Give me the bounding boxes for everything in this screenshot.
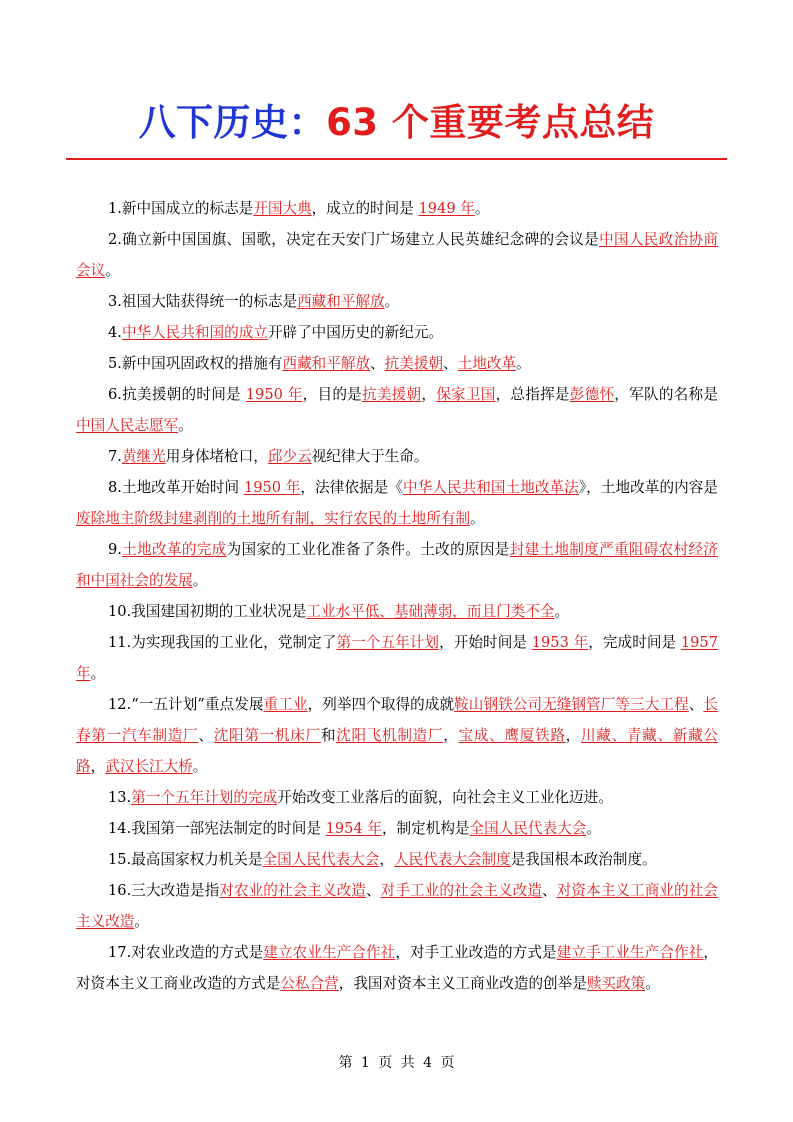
text-segment: 13. xyxy=(108,789,132,806)
key-point: 抗美援朝 xyxy=(362,386,422,403)
key-point: 全国人民代表大会 xyxy=(262,851,380,868)
text-segment: 。 xyxy=(516,355,531,372)
key-point: 武汉长江大桥 xyxy=(105,758,193,775)
text-segment: 9. xyxy=(108,541,122,558)
key-point: 废除地主阶级封建剥削的土地所有制，实行农民的土地所有制 xyxy=(76,510,471,527)
list-item xyxy=(76,193,718,224)
key-point: 第一个五年计划 xyxy=(336,634,440,651)
text-segment: 14.我国第一部宪法制定的时间是 xyxy=(108,820,326,837)
text-segment: 。 xyxy=(474,200,490,217)
key-point: 川藏、青藏、新藏公路 xyxy=(76,727,718,775)
key-point: 抗美援朝 xyxy=(384,355,444,372)
key-point: 人民代表大会制度 xyxy=(393,851,511,868)
text-segment: 16.三大改造是指 xyxy=(108,882,220,899)
title-divider xyxy=(66,158,727,160)
list-item xyxy=(76,782,718,813)
text-segment: 开辟了中国历史的新纪元。 xyxy=(267,324,444,341)
text-segment: ，目的是 xyxy=(302,386,362,403)
key-point: 彭德怀 xyxy=(569,386,615,403)
list-item xyxy=(76,286,718,317)
list-item xyxy=(76,441,718,472)
key-point: 西藏和平解放 xyxy=(297,293,385,310)
text-segment: ， xyxy=(421,386,437,403)
text-segment: 。 xyxy=(192,572,208,589)
text-segment: 3.祖国大陆获得统一的标志是 xyxy=(108,293,298,310)
list-item xyxy=(76,844,718,875)
key-point: 保家卫国 xyxy=(436,386,496,403)
text-segment: 。 xyxy=(105,262,120,279)
list-item xyxy=(76,379,718,441)
key-point: 中华人民共和国土地改革法 xyxy=(402,479,579,496)
text-segment: 。 xyxy=(192,758,208,775)
text-segment: 17.对农业改造的方式是 xyxy=(108,944,264,961)
text-segment: 、 xyxy=(542,882,557,899)
list-item xyxy=(76,627,718,689)
text-segment: 用身体堵枪口， xyxy=(165,448,268,465)
key-point: 沈阳第一机床厂 xyxy=(213,727,321,744)
key-point: 宝成、鹰厦铁路 xyxy=(458,727,566,744)
text-segment: 。 xyxy=(586,820,601,837)
title-part-red: 63 个重要考点总结 xyxy=(326,101,655,144)
text-segment: 2.确立新中国国旗、国歌，决定在天安门广场建立人民英雄纪念碑的会议是 xyxy=(108,231,600,248)
key-point: 西藏和平解放 xyxy=(282,355,371,372)
list-item xyxy=(76,224,718,286)
text-segment: ，对手工业改造的方式是 xyxy=(395,944,557,961)
text-segment: 、 xyxy=(443,355,458,372)
key-point: 1949 年 xyxy=(418,200,475,217)
text-segment: ，开始时间是 xyxy=(439,634,532,651)
key-point: 长春第一汽车制造厂 xyxy=(76,696,718,744)
text-segment: 6.抗美援朝的时间是 xyxy=(108,386,246,403)
title-part-blue: 八下历史： xyxy=(138,101,327,144)
list-item xyxy=(76,689,718,782)
text-segment: 11.为实现我国的工业化，党制定了 xyxy=(108,634,337,651)
text-segment: 、 xyxy=(370,355,385,372)
text-segment: ，总指挥是 xyxy=(495,386,570,403)
text-segment: 。 xyxy=(90,665,106,682)
text-segment: ， xyxy=(565,727,581,744)
key-point: 重工业 xyxy=(263,696,308,713)
text-segment: 。 xyxy=(554,603,570,620)
text-segment: ，制定机构是 xyxy=(381,820,470,837)
list-item xyxy=(76,534,718,596)
key-point: 中国人民政治协商会议 xyxy=(76,231,718,279)
text-segment: 7. xyxy=(108,448,122,465)
key-point: 土地改革的完成 xyxy=(121,541,227,558)
page-footer: 第 1 页 共 4 页 xyxy=(338,1055,455,1071)
list-item xyxy=(76,317,718,348)
text-segment: 。 xyxy=(645,975,660,992)
text-segment: ，对资本主义工商业改造的方式是 xyxy=(76,944,718,992)
item-list xyxy=(76,193,718,999)
text-segment: 。 xyxy=(134,913,149,930)
key-point: 1950 年 xyxy=(243,479,301,496)
text-segment: 、 xyxy=(365,882,381,899)
text-segment: 开始改变工业落后的面貌，向社会主义工业化迈进。 xyxy=(277,789,613,806)
key-point: 公私合营 xyxy=(280,975,339,992)
text-segment: 8.土地改革开始时间 xyxy=(108,479,244,496)
text-segment: ，完成时间是 xyxy=(588,634,681,651)
text-segment: 12.“一五计划”重点发展 xyxy=(108,696,264,713)
text-segment: 。 xyxy=(178,417,193,434)
text-segment: 、 xyxy=(688,696,704,713)
list-item xyxy=(76,472,718,534)
key-point: 1957 年 xyxy=(76,634,718,682)
key-point: 1953 年 xyxy=(531,634,589,651)
key-point: 建立手工业生产合作社 xyxy=(556,944,704,961)
text-segment: 15.最高国家权力机关是 xyxy=(108,851,263,868)
text-segment: 1.新中国成立的标志是 xyxy=(108,200,254,217)
text-segment: 为国家的工业化准备了条件。土改的原因是 xyxy=(226,541,510,558)
key-point: 第一个五年计划的完成 xyxy=(131,789,278,806)
text-segment: ，我国对资本主义工商业改造的创举是 xyxy=(338,975,587,992)
list-item xyxy=(76,937,718,999)
key-point: 封建土地制度严重阻碍农村经济和中国社会的发展 xyxy=(76,541,718,589)
key-point: 土地改革 xyxy=(457,355,517,372)
text-segment: 》，土地改革的内容是 xyxy=(578,479,718,496)
text-segment: 4. xyxy=(108,324,122,341)
text-segment: 。 xyxy=(384,293,400,310)
key-point: 沈阳飞机制造厂 xyxy=(336,727,444,744)
key-point: 对农业的社会主义改造 xyxy=(219,882,366,899)
key-point: 建立农业生产合作社 xyxy=(263,944,396,961)
key-point: 鞍山钢铁公司无缝钢管厂等三大工程 xyxy=(454,696,689,713)
key-point: 中华人民共和国的成立 xyxy=(121,324,268,341)
key-point: 对手工业的社会主义改造 xyxy=(380,882,543,899)
key-point: 1950 年 xyxy=(245,386,303,403)
text-segment: 。 xyxy=(470,510,485,527)
list-item xyxy=(76,348,718,379)
text-segment: 是我国根本政治制度。 xyxy=(510,851,657,868)
text-segment: 和 xyxy=(320,727,337,744)
text-segment: 10.我国建国初期的工业状况是 xyxy=(108,603,307,620)
text-segment: ， xyxy=(90,758,106,775)
page-title xyxy=(0,92,793,146)
text-segment: 视纪律大于生命。 xyxy=(311,448,429,465)
text-segment: ，军队的名称是 xyxy=(614,386,718,403)
key-point: 全国人民代表大会 xyxy=(469,820,587,837)
text-segment: ， xyxy=(379,851,394,868)
key-point: 开国大典 xyxy=(253,200,312,217)
key-point: 中国人民志愿军 xyxy=(76,417,179,434)
key-point: 工业水平低、基础薄弱，而且门类不全 xyxy=(306,603,555,620)
text-segment: 5.新中国巩固政权的措施有 xyxy=(108,355,283,372)
text-segment: ，法律依据是《 xyxy=(300,479,403,496)
key-point: 1954 年 xyxy=(325,820,382,837)
key-point: 对资本主义工商业的社会主义改造 xyxy=(76,882,718,930)
key-point: 赎买政策 xyxy=(586,975,646,992)
list-item xyxy=(76,596,718,627)
key-point: 邱少云 xyxy=(267,448,312,465)
text-segment: 、 xyxy=(198,727,214,744)
list-item xyxy=(76,813,718,844)
text-segment: ， xyxy=(443,727,459,744)
text-segment: ，成立的时间是 xyxy=(311,200,419,217)
key-point: 黄继光 xyxy=(121,448,166,465)
list-item xyxy=(76,875,718,937)
text-segment: ，列举四个取得的成就 xyxy=(307,696,455,713)
